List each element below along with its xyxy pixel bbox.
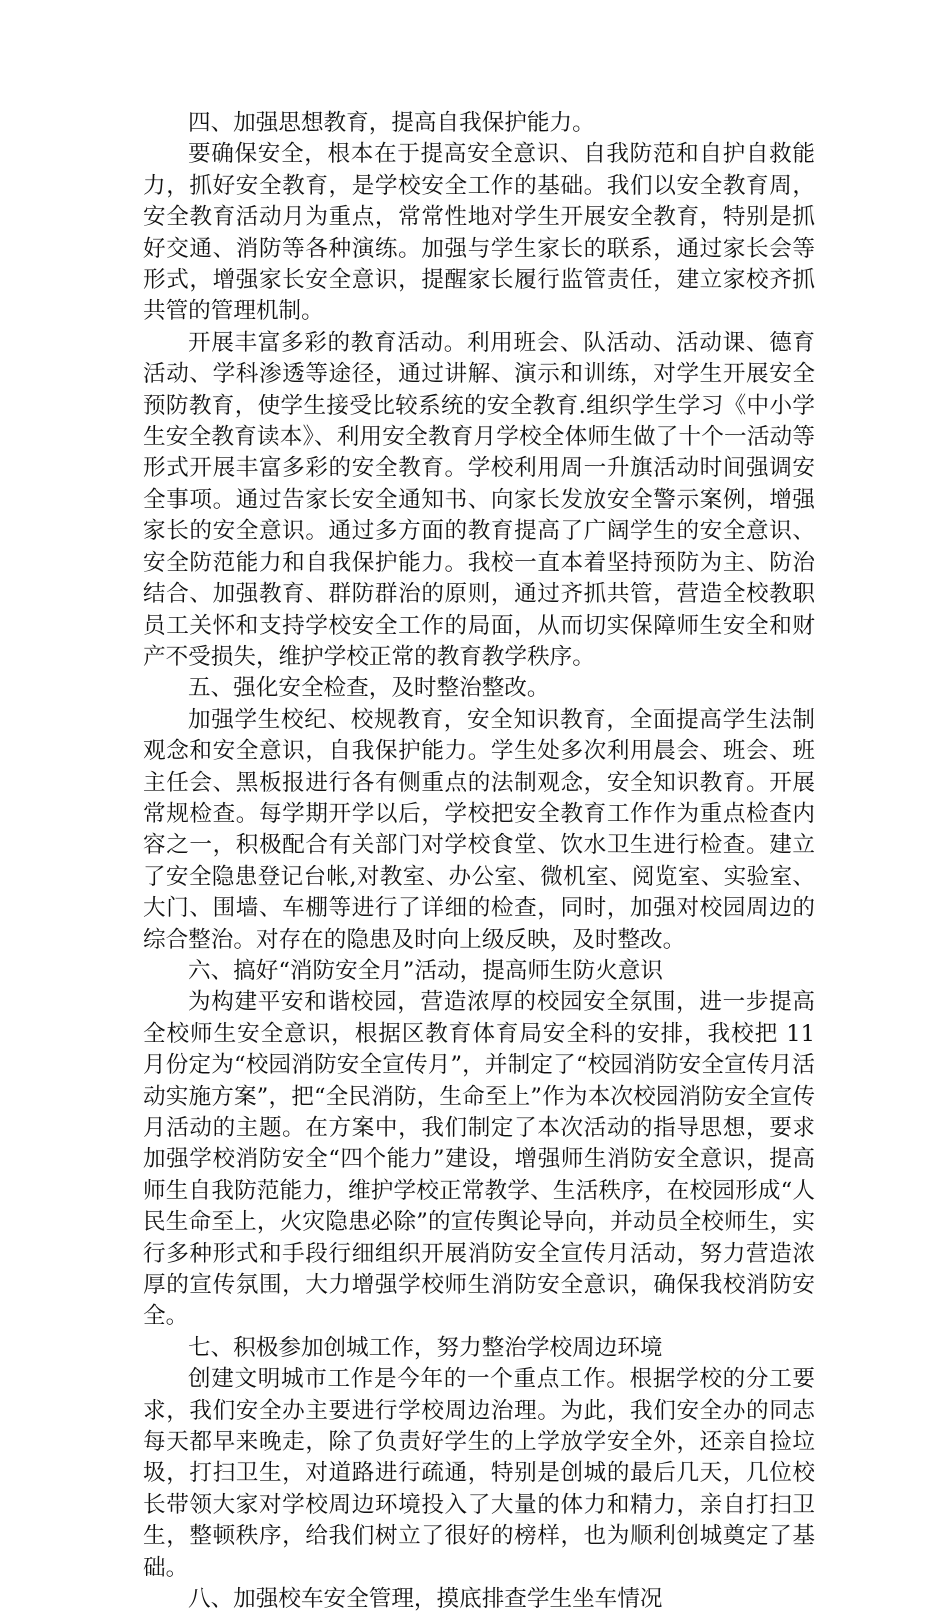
document-body	[143, 108, 815, 1616]
paragraph: 加强学生校纪、校规教育，安全知识教育，全面提高学生法制观念和安全意识，自我保护能力。学生处多次利用晨会、班会、班主任会、黑板报进行各有侧重点的法制观念，安全知识教育。开展常规检查。每学期开学以后，学校把安全教育工作作为重点检查内容之一，积极配合有关部门对学校食堂、饮水卫生进行检查。建立了安全隐患登记台帐,对教室、办公室、微机室、阅览室、实验室、大门、围墙、车棚等进行了详细的检查，同时，加强对校园周边的综合整治。对存在的隐患及时向上级反映，及时整改。	[143, 706, 815, 953]
paragraph: 要确保安全，根本在于提高安全意识、自我防范和自护自救能力，抓好安全教育，是学校安全工作的基础。我们以安全教育周，安全教育活动月为重点，常常性地对学生开展安全教育，特别是抓好交通、消防等各种演练。加强与学生家长的联系，通过家长会等形式，增强家长安全意识，提醒家长履行监管责任，建立家校齐抓共管的管理机制。	[143, 141, 815, 325]
section-heading-4: 四、加强思想教育，提高自我保护能力。	[188, 110, 595, 136]
paragraph: 开展丰富多彩的教育活动。利用班会、队活动、活动课、德育活动、学科渗透等途径，通过讲解、演示和训练，对学生开展安全预防教育，使学生接受比较系统的安全教育.组织学生学习《中小学生安全教育读本》、利用安全教育月学校全体师生做了十个一活动等形式开展丰富多彩的安全教育。学校利用周一升旗活动时间强调安全事项。通过告家长安全通知书、向家长发放安全警示案例，增强家长的安全意识。通过多方面的教育提高了广阔学生的安全意识、安全防范能力和自我保护能力。我校一直本着坚持预防为主、防治结合、加强教育、群防群治的原则，通过齐抓共管，营造全校教职员工关怀和支持学校安全工作的局面，从而切实保障师生安全和财产不受损失，维护学校正常的教育教学秩序。	[143, 329, 815, 670]
section-heading-7: 七、积极参加创城工作，努力整治学校周边环境	[188, 1334, 663, 1361]
section-heading-6: 六、搞好“消防安全月”活动，提高师生防火意识	[188, 957, 663, 984]
section-heading-5: 五、强化安全检查，及时整治整改。	[188, 675, 550, 702]
paragraph: 创建文明城市工作是今年的一个重点工作。根据学校的分工要求，我们安全办主要进行学校周边治理。为此，我们安全办的同志每天都早来晚走，除了负责好学生的上学放学安全外，还亲自捡垃圾，打扫卫生，对道路进行疏通，特别是创城的最后几天，几位校长带领大家对学校周边环境投入了大量的体力和精力，亲自打扫卫生，整顿秩序，给我们树立了很好的榜样，也为顺利创城奠定了基础。	[143, 1366, 815, 1581]
section-heading-8: 八、加强校车安全管理，摸底排查学生坐车情况	[188, 1586, 663, 1613]
paragraph: 为构建平安和谐校园，营造浓厚的校园安全氛围，进一步提高全校师生安全意识，根据区教育体育局安全科的安排，我校把 11 月份定为“校园消防安全宣传月”，并制定了“校园消防安全宣传月活动实施方案”，把“全民消防，生命至上”作为本次校园消防安全宣传月活动的主题。在方案中，我们制定了本次活动的指导思想，要求加强学校消防安全“四个能力”建设，增强师生消防安全意识，提高师生自我防范能力，维护学校正常教学、生活秩序，在校园形成“人民生命至上，火灾隐患必除”的宣传舆论导向，并动员全校师生，实行多种形式和手段行细组织开展消防安全宣传月活动，努力营造浓厚的宣传氛围，大力增强学校师生消防安全意识，确保我校消防安全。	[143, 989, 815, 1330]
